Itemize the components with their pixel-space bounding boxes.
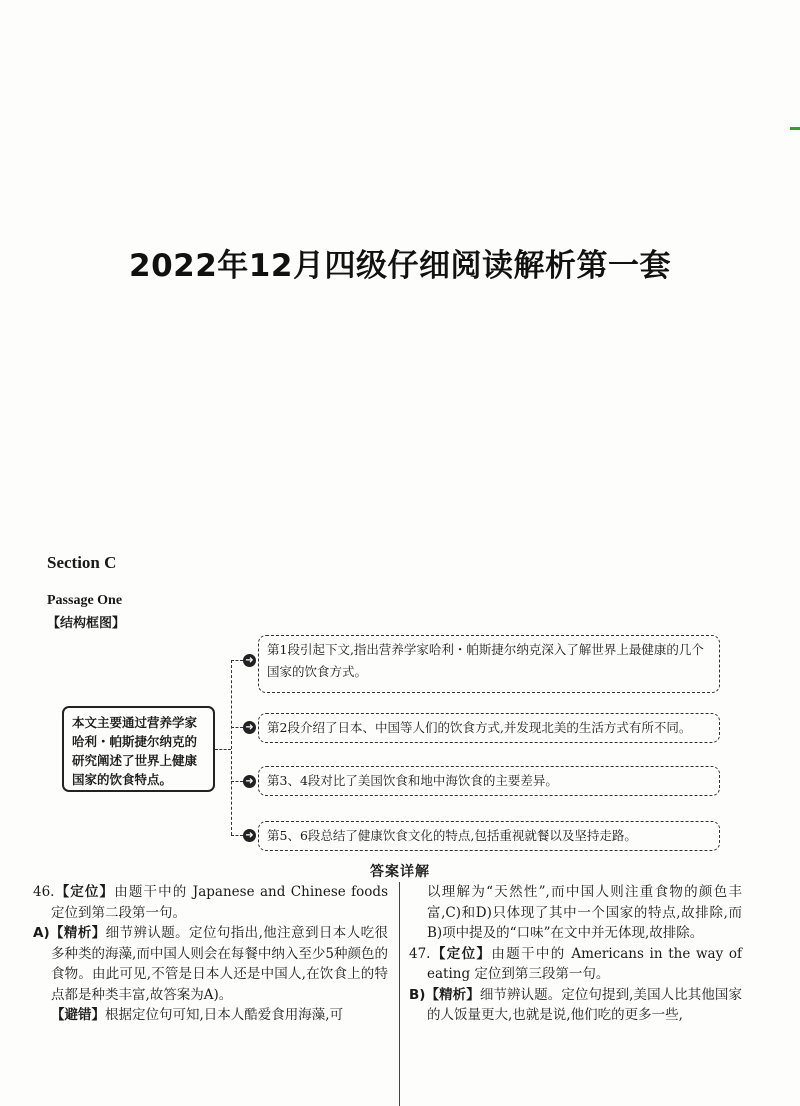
edge-mark bbox=[790, 127, 800, 130]
answers-right-column bbox=[409, 882, 742, 1026]
arrow-icon: ➜ bbox=[243, 721, 256, 734]
paragraph-point-3: 第3、4段对比了美国饮食和地中海饮食的主要差异。 bbox=[258, 766, 720, 796]
branch-connector bbox=[231, 727, 243, 728]
page-title: 2022年12月四级仔细阅读解析第一套 bbox=[129, 248, 671, 284]
q47-locate: 47.【定位】由题干中的 Americans in the way of eating 定位到第三段第一句。 bbox=[409, 945, 742, 982]
structure-frame-label: 【结构框图】 bbox=[47, 616, 126, 631]
answers-left-column bbox=[33, 882, 388, 1026]
branch-connector bbox=[231, 781, 243, 782]
branch-connector bbox=[231, 835, 243, 836]
section-heading: Section C bbox=[47, 553, 117, 572]
paragraph-point-1: 第1段引起下文,指出营养学家哈利・帕斯捷尔纳克深入了解世界上最健康的几个国家的饮食方式。 bbox=[258, 635, 720, 693]
q46-locate: 46.【定位】由题干中的 Japanese and Chinese foods 定位到第二段第一句。 bbox=[33, 884, 388, 921]
q46-analysis: A)【精析】细节辨认题。定位句指出,他注意到日本人吃很多种类的海藻,而中国人则会在每餐中纳入至少5种颜色的食物。由此可见,不管是日本人还是中国人,在饮食上的特点都是种类丰富,故答案为A)。 bbox=[33, 925, 388, 1003]
arrow-icon: ➜ bbox=[243, 654, 256, 667]
summary-connector bbox=[215, 749, 231, 750]
summary-box: 本文主要通过营养学家哈利・帕斯捷尔纳克的研究阐述了世界上健康国家的饮食特点。 bbox=[62, 706, 215, 792]
q46-error-avoid: 【避错】根据定位句可知,日本人酷爱食用海藻,可 bbox=[51, 1007, 344, 1023]
answer-heading: 答案详解 bbox=[370, 864, 430, 880]
column-divider bbox=[399, 882, 400, 1106]
paragraph-point-2: 第2段介绍了日本、中国等人们的饮食方式,并发现北美的生活方式有所不同。 bbox=[258, 713, 720, 743]
arrow-icon: ➜ bbox=[243, 829, 256, 842]
passage-heading: Passage One bbox=[47, 593, 123, 608]
diagram-spine bbox=[231, 660, 232, 835]
branch-connector bbox=[231, 660, 243, 661]
q46-error-avoid-continued: 以理解为“天然性”,而中国人则注重食物的颜色丰富,C)和D)只体现了其中一个国家的特点,故排除,而B)项中提及的“口味”在文中并无体现,故排除。 bbox=[427, 884, 742, 941]
arrow-icon: ➜ bbox=[243, 775, 256, 788]
q47-analysis: B)【精析】细节辨认题。定位句提到,美国人比其他国家的人饭量更大,也就是说,他们吃的更多一些, bbox=[409, 986, 743, 1023]
paragraph-point-4: 第5、6段总结了健康饮食文化的特点,包括重视就餐以及坚持走路。 bbox=[258, 821, 720, 851]
